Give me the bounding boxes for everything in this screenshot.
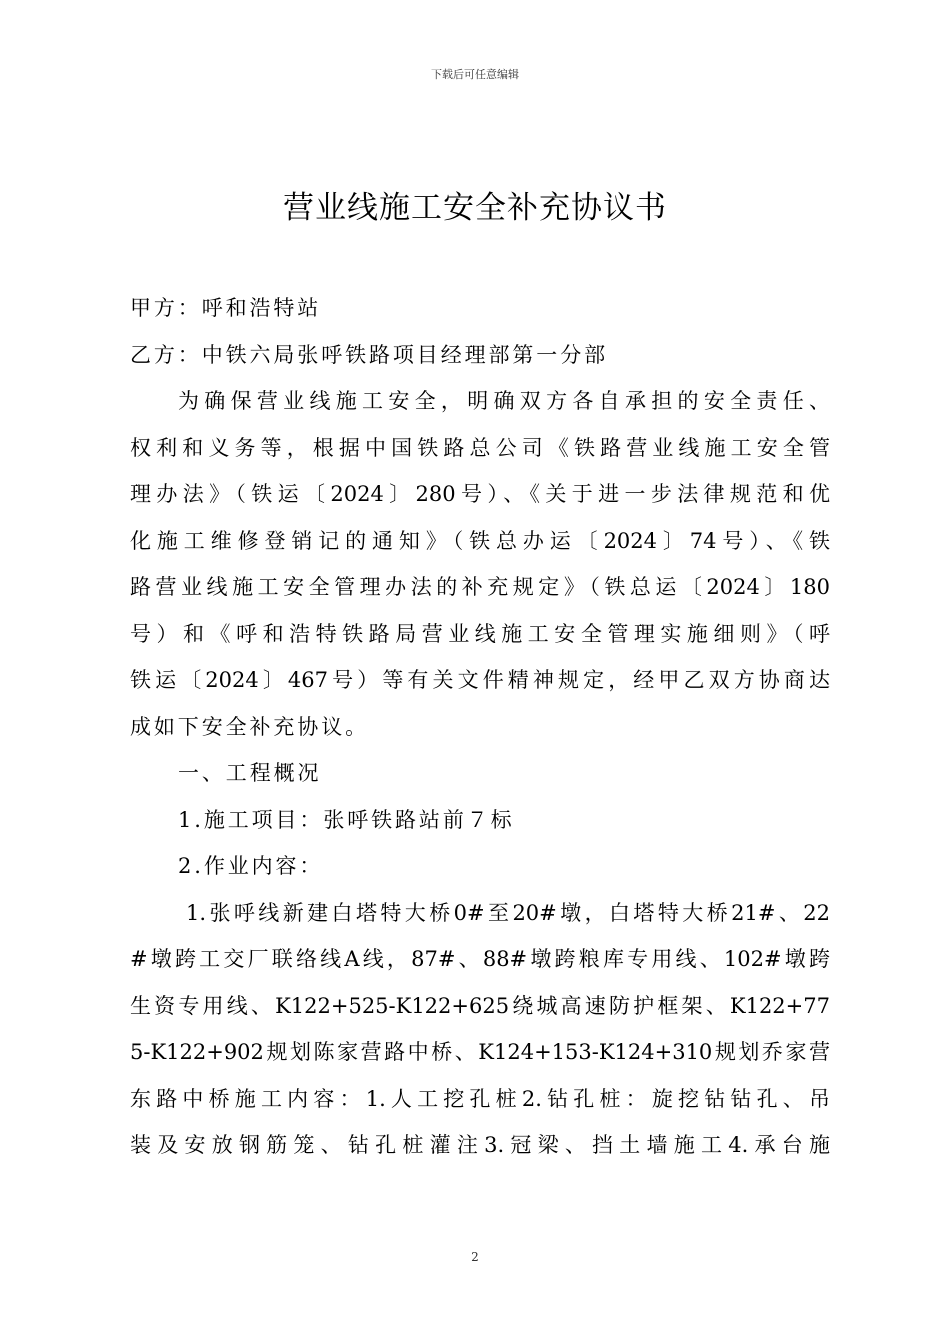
content-line: 生资专用线、K122+525-K122+625绕城高速防护框架、K122+77 — [130, 993, 830, 1018]
work-content-label: 2.作业内容： — [178, 854, 324, 878]
document-body — [130, 285, 830, 1169]
document-title: 营业线施工安全补充协议书 — [283, 190, 667, 226]
party-b: 乙方：中铁六局张呼铁路项目经理部第一分部 — [130, 342, 608, 367]
content-line: 东路中桥施工内容：1.人工挖孔桩2.钻孔桩：旋挖钻钻孔、吊 — [130, 1086, 830, 1111]
content-line: 装及安放钢筋笼、钻孔桩灌注3.冠梁、挡土墙施工4.承台施 — [130, 1133, 830, 1157]
content-line: 1.张呼线新建白塔特大桥0#至20#墩，白塔特大桥21#、22 — [186, 900, 830, 925]
page-number: 2 — [471, 1250, 479, 1264]
section-heading: 一、工程概况 — [178, 761, 322, 785]
intro-line: 权利和义务等，根据中国铁路总公司《铁路营业线施工安全管 — [130, 435, 830, 460]
intro-line: 理办法》（铁运〔2024〕280号）、《关于进一步法律规范和优 — [130, 482, 830, 506]
content-line: 5-K122+902规划陈家营路中桥、K124+153-K124+310规划乔家营 — [130, 1040, 830, 1064]
party-a: 甲方：呼和浩特站 — [130, 296, 322, 320]
intro-line: 铁运〔2024〕467号）等有关文件精神规定，经甲乙双方协商达 — [130, 668, 830, 692]
project-item: 1.施工项目：张呼铁路站前７标 — [178, 807, 515, 832]
header-note: 下载后可任意编辑 — [431, 68, 519, 81]
intro-line: 化施工维修登销记的通知》（铁总办运〔2024〕74号）、《铁 — [130, 528, 830, 553]
content-line: #墩跨工交厂联络线A线，87#、88#墩跨粮库专用线、102#墩跨 — [130, 947, 830, 971]
intro-line: 为确保营业线施工安全，明确双方各自承担的安全责任、 — [178, 389, 830, 413]
intro-line: 路营业线施工安全管理办法的补充规定》（铁总运〔2024〕180 — [130, 575, 830, 599]
intro-line: 号）和《呼和浩特铁路局营业线施工安全管理实施细则》（呼 — [130, 621, 830, 646]
intro-line: 成如下安全补充协议。 — [130, 714, 369, 739]
